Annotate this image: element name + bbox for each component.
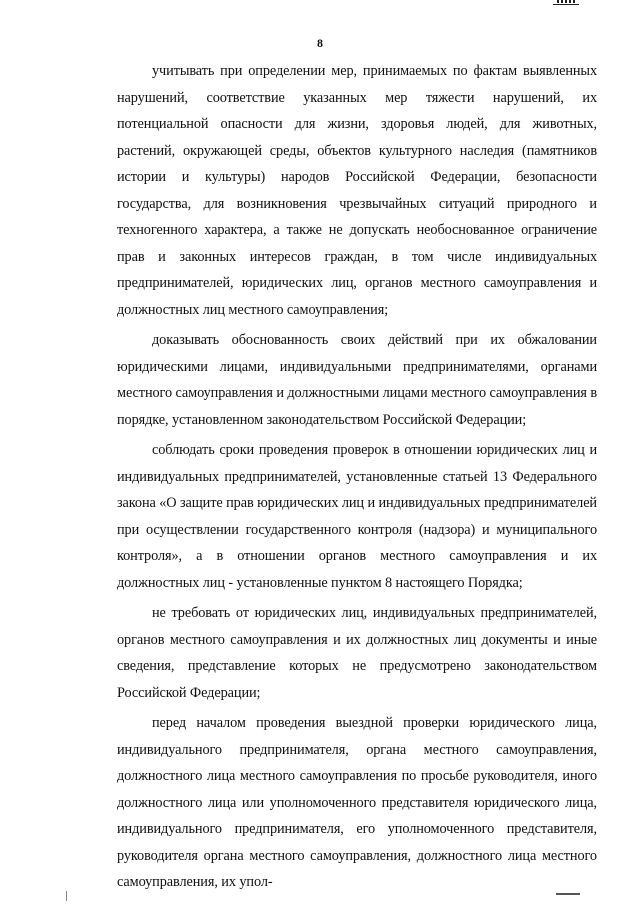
scan-artifact-left [66, 891, 67, 901]
page-number: 8 [317, 36, 323, 50]
scan-artifact-top [553, 0, 579, 5]
document-body [117, 58, 597, 900]
paragraph-before-inspection: перед началом проведения выездной проверки юридического лица, индивидуального предпринимателя, органа местного самоуправления, должностного лица местного самоуправления по просьбе руководителя, иного должностного лица или уполномоченного представителя юридического лица, индивидуального предпринимателя, его уполномоченного представителя, руководителя органа местного самоуправления, должностного лица местного самоуправления, их упол- [117, 715, 597, 890]
paragraph-no-extra-documents: не требовать от юридических лиц, индивидуальных предпринимателей, органов местного самоуправления и их должностных лиц документы и иные сведения, представление которых не предусмотрено законодательством Российской Федерации; [117, 605, 597, 701]
paragraph-measures: учитывать при определении мер, принимаемых по фактам выявленных нарушений, соответствие указанных мер тяжести нарушений, их потенциальной опасности для жизни, здоровья людей, для животных, растений, окружающей среды, объектов культурного наследия (памятников истории и культуры) народов Российской Федерации, безопасности государства, для возникновения чрезвычайных ситуаций природного и техногенного характера, а также не допускать необоснованное ограничение прав и законных интересов граждан, в том числе индивидуальных предпринимателей, юридических лиц, органов местного самоуправления и должностных лиц местного самоуправления; [117, 63, 597, 318]
paragraph-inspection-terms: соблюдать сроки проведения проверок в отношении юридических лиц и индивидуальных предпринимателей, установленные статьей 13 Федерального закона «О защите прав юридических лиц и индивидуальных предпринимателей при осуществлении государственного контроля (надзора) и муниципального контроля», а в отношении органов местного самоуправления и их должностных лиц - установленные пунктом 8 настоящего Порядка; [117, 442, 597, 591]
scan-artifact-bottom [556, 893, 580, 895]
paragraph-justification: доказывать обоснованность своих действий при их обжаловании юридическими лицами, индивидуальными предпринимателями, органами местного самоуправления и должностными лицами местного самоуправления в порядке, установленном законодательством Российской Федерации; [117, 332, 597, 428]
